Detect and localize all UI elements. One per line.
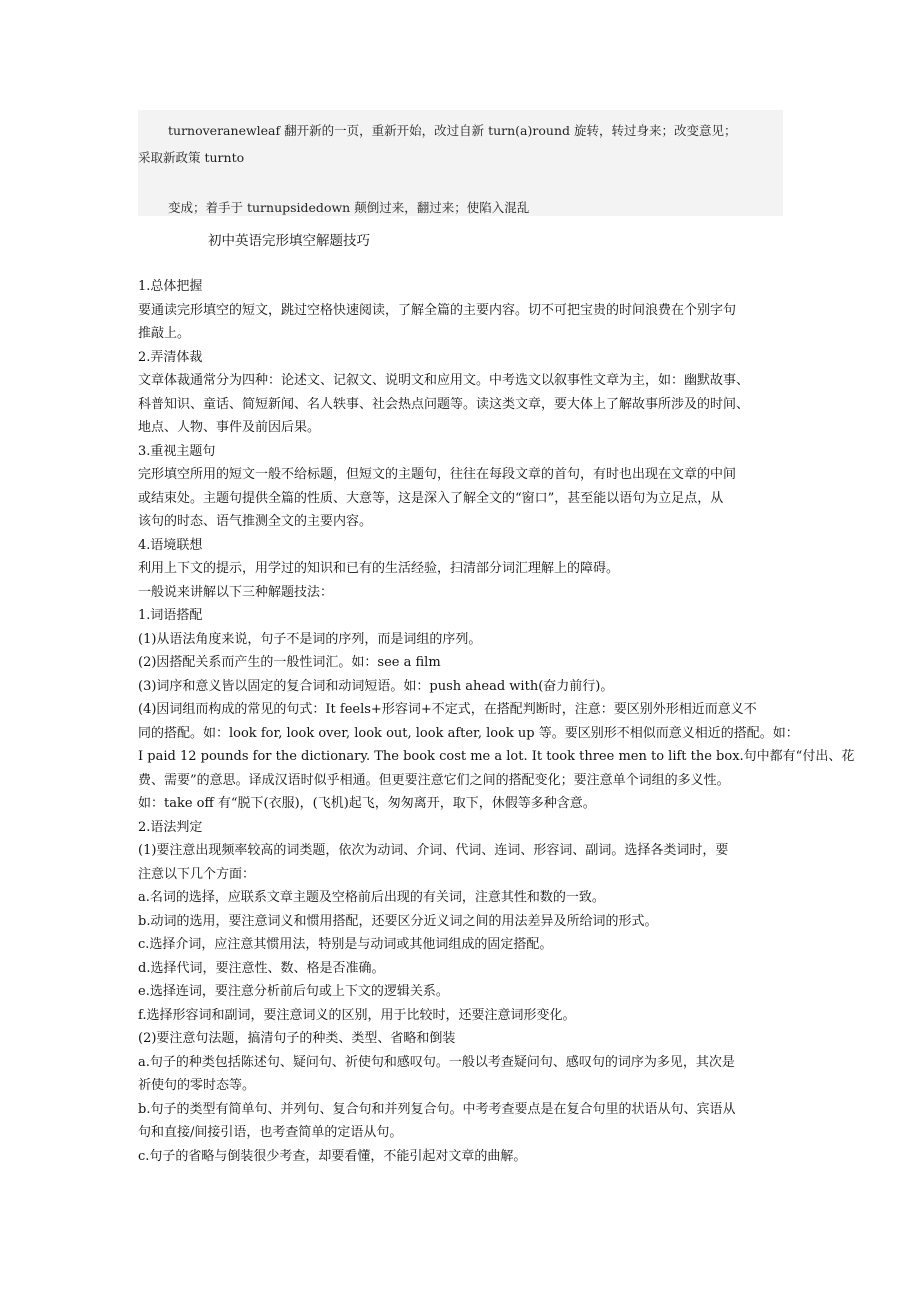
text-line: 一般说来讲解以下三种解题技法： [138,584,334,600]
text-line: c.选择介词，应注意其惯用法，特别是与动词或其他词组成的固定搭配。 [138,937,553,952]
text-line: c.句子的省略与倒装很少考查，却要看懂，不能引起对文章的曲解。 [138,1148,527,1164]
text-line: 注意以下几个方面： [138,866,256,882]
text-line: 文章体裁通常分为四种：论述文、记叙文、说明文和应用文。中考选文以叙事性文章为主，如：幽默故事、 [138,373,750,388]
text-line: 科普知识、童话、简短新闻、名人轶事、社会热点问题等。读这类文章，要大体上了解故事所涉及的时间、 [138,396,750,412]
text-line: f.选择形容词和副词，要注意词义的区别，用于比较时，还要注意词形变化。 [138,1007,576,1023]
text-line: (1)从语法角度来说，句子不是词的序列，而是词组的序列。 [138,631,482,647]
page-title: 初中英语完形填空解题技巧 [208,233,370,249]
text-line: (4)因词组而构成的常见的句式：It feels+形容词+不定式，在搭配判断时，注意：要区别外形相近而意义不 [138,702,757,717]
text-line: 地点、人物、事件及前因后果。 [138,420,321,435]
text-line: a.句子的种类包括陈述句、疑问句、祈使句和感叹句。一般以考查疑问句、感叹句的词序为多见，其次是 [138,1054,735,1070]
article-body [138,275,855,1168]
text-line: 费、需要”的意思。译成汉语时似乎相通。但更要注意它们之间的搭配变化；要注意单个词组的多义性。 [138,772,730,788]
text-line: 如：take off 有“脱下(衣服)，(飞机)起飞，匆匆离开，取下，休假等多种含意。 [138,796,596,811]
text-line: 1.总体把握 [138,279,203,294]
text-line: 祈使句的零时态等。 [138,1078,256,1093]
text-line: 同的搭配。如：look for, look over, look out, look after, look up 等。要区别形不相似而意义相近的搭配。如： [138,725,799,741]
text-line: 句和直接/间接引语，也考查简单的定语从句。 [138,1125,403,1140]
text-line: b.动词的选用，要注意词义和惯用搭配，还要区分近义词之间的用法差异及所给词的形式。 [138,913,658,929]
text-line: 2.弄清体裁 [138,349,203,365]
text-line: I paid 12 pounds for the dictionary. The book cost me a lot. It took three men to lift the box.句中都有“付出、花 [138,749,855,764]
text-line: 3.重视主题句 [138,443,216,459]
text-line: (2)因搭配关系而产生的一般性词汇。如：see a film [138,655,441,670]
text-line: (2)要注意句法题，搞清句子的种类、类型、省略和倒装 [138,1031,456,1046]
phrase-line-1: turnoveranewleaf 翻开新的一页，重新开始，改过自新 turn(a)round 旋转，转过身来；改变意见； [168,123,737,138]
text-line: 要通读完形填空的短文，跳过空格快速阅读，了解全篇的主要内容。切不可把宝贵的时间浪费在个别字句 [138,302,737,318]
text-line: a.名词的选择，应联系文章主题及空格前后出现的有关词，注意其性和数的一致。 [138,890,605,905]
phrase-line-2: 采取新政策 turnto [138,150,245,165]
text-line: 该句的时态、语气推测全文的主要内容。 [138,514,373,529]
text-line: e.选择连词，要注意分析前后句或上下文的逻辑关系。 [138,984,449,999]
phrase-line-3: 变成；着手于 turnupsidedown 颠倒过来，翻过来；使陷入混乱 [168,200,530,215]
text-line: 1.词语搭配 [138,608,203,623]
text-line: (1)要注意出现频率较高的词类题，依次为动词、介词、代词、连词、形容词、副词。选择各类词时，要 [138,843,729,858]
text-line: b.句子的类型有简单句、并列句、复合句和并列复合句。中考考查要点是在复合句里的状语从句、宾语从 [138,1101,736,1117]
text-line: (3)词序和意义皆以固定的复合词和动词短语。如：push ahead with(奋力前行)。 [138,678,614,694]
text-line: 利用上下文的提示，用学过的知识和已有的生活经验，扫清部分词汇理解上的障碍。 [138,561,620,576]
text-line: 4.语境联想 [138,537,203,553]
text-line: 或结束处。主题句提供全篇的性质、大意等，这是深入了解全文的“窗口”，甚至能以语句为立足点，从 [138,490,724,506]
text-line: 推敲上。 [138,326,191,341]
text-line: d.选择代词，要注意性、数、格是否准确。 [138,960,385,976]
text-line: 2.语法判定 [138,819,203,835]
text-line: 完形填空所用的短文一般不给标题，但短文的主题句，往往在每段文章的首句，有时也出现在文章的中间 [138,467,737,482]
